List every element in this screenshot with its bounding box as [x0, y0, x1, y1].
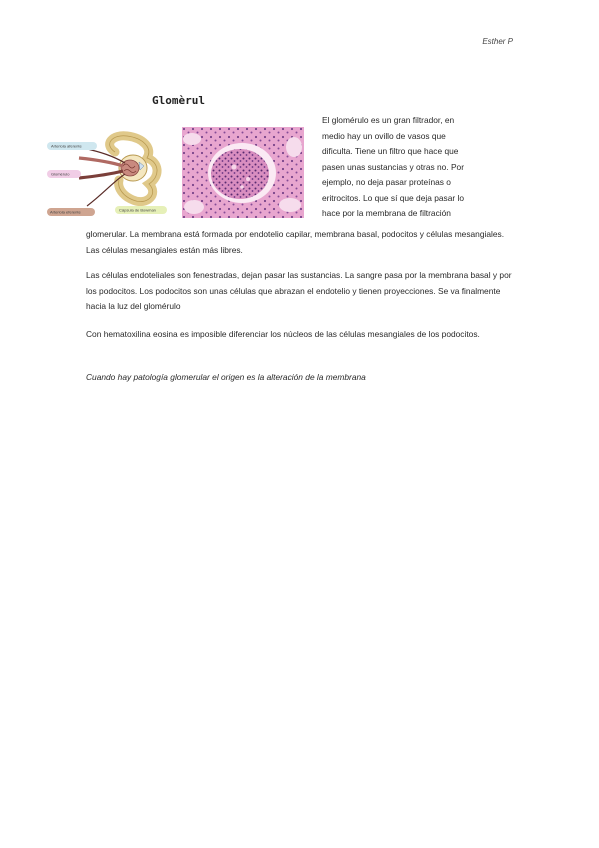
intro-continuation: glomerular. La membrana está formada por endotelio capilar, membrana basal, podocitos y células mesangiales. Las células mesangiales están más libres. — [86, 229, 505, 255]
text-line: ejemplo, no deja pasar proteínas o — [322, 177, 451, 187]
page-title: Glomèrul — [152, 94, 205, 107]
intro-text — [322, 113, 518, 222]
histology-micrograph — [182, 127, 304, 218]
author-name: Esther P — [482, 37, 513, 46]
text-line: El glomérulo es un gran filtrador, en — [322, 115, 455, 125]
text-line: hace por la membrana de filtración — [322, 208, 451, 218]
text-line: medio hay un ovillo de vasos que — [322, 130, 446, 141]
paragraph-hematoxylin: Con hematoxilina eosina es imposible diferenciar los núcleos de las células mesangiales de los podocitos. — [86, 329, 480, 339]
label-afferent: Arteriola aferente — [51, 143, 82, 149]
paragraph-pathology: Cuando hay patología glomerular el origen es la alteración de la membrana — [86, 372, 366, 382]
label-efferent: Arteriola eferente — [50, 209, 81, 215]
text-line: dificulta. Tiene un filtro que hace que — [322, 146, 459, 156]
paragraph-endothelial: Las células endoteliales son fenestradas, dejan pasar las sustancias. La sangre pasa por la membrana basal y por los podocitos. Los podocitos son unas células que abrazan el endotelio y tienen proyecciones. Se va finalmente hacia la luz del glomérulo — [86, 270, 512, 311]
text-line: pasen unas sustancias y otras no. Por — [322, 161, 464, 172]
text-line: eritrocitos. Lo que sí que deja pasar lo — [322, 192, 464, 203]
label-capsule: Cápsula de Bowman — [119, 207, 156, 213]
glomerulus-diagram — [43, 122, 173, 218]
label-glomerulus: Glomérulo — [51, 171, 70, 177]
